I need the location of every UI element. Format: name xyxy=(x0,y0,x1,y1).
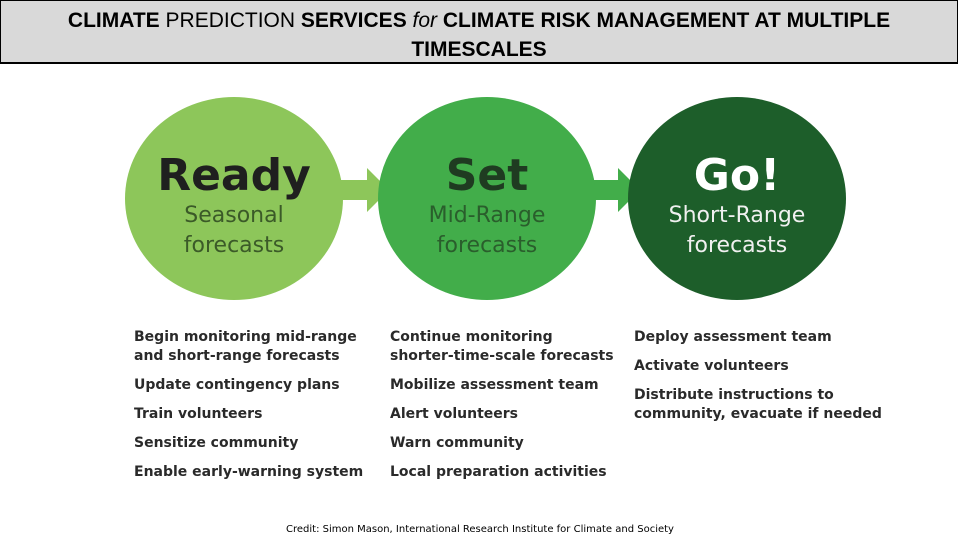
stage-go-title: Go! xyxy=(693,150,781,201)
go-action: Activate volunteers xyxy=(634,358,789,374)
stage-go-circle xyxy=(628,97,846,300)
set-action: Local preparation activities xyxy=(390,464,607,480)
title-word-prediction: PREDICTION xyxy=(159,9,301,32)
stage-ready-line2: forecasts xyxy=(183,233,285,258)
stage-set-line2: forecasts xyxy=(436,233,538,258)
ready-action: Update contingency plans xyxy=(134,377,340,393)
go-actions-list xyxy=(634,328,884,434)
ready-action: Sensitize community xyxy=(134,435,299,451)
ready-actions-list xyxy=(134,328,374,492)
set-action: Alert volunteers xyxy=(390,406,518,422)
stage-go-line2: forecasts xyxy=(686,233,788,258)
title-word-climate: CLIMATE xyxy=(67,9,160,32)
stage-ready-title: Ready xyxy=(157,150,311,201)
stage-ready-line1: Seasonal xyxy=(184,203,284,228)
stage-set-title: Set xyxy=(445,150,529,201)
go-action: Deploy assessment team xyxy=(634,329,832,345)
set-action: Mobilize assessment team xyxy=(390,377,599,393)
go-action: Distribute instructions to community, evacuate if needed xyxy=(634,387,882,422)
stage-go-line1: Short-Range xyxy=(668,203,806,228)
set-actions-list xyxy=(390,328,620,492)
stage-ready-circle xyxy=(125,97,343,300)
ready-action: Begin monitoring mid-range and short-range forecasts xyxy=(134,329,357,364)
set-action: Warn community xyxy=(390,435,524,451)
title-word-for: for xyxy=(406,9,443,32)
stage-set-circle xyxy=(378,97,596,300)
title-rest: CLIMATE RISK MANAGEMENT AT MULTIPLE TIMESCALES xyxy=(411,9,891,61)
ready-action: Train volunteers xyxy=(134,406,263,422)
credit-text: Credit: Simon Mason, International Research Institute for Climate and Society xyxy=(286,524,674,535)
title-word-services: SERVICES xyxy=(300,9,407,32)
set-action: Continue monitoring shorter-time-scale forecasts xyxy=(390,329,614,364)
stage-set-line1: Mid-Range xyxy=(428,203,546,228)
ready-action: Enable early-warning system xyxy=(134,464,364,480)
